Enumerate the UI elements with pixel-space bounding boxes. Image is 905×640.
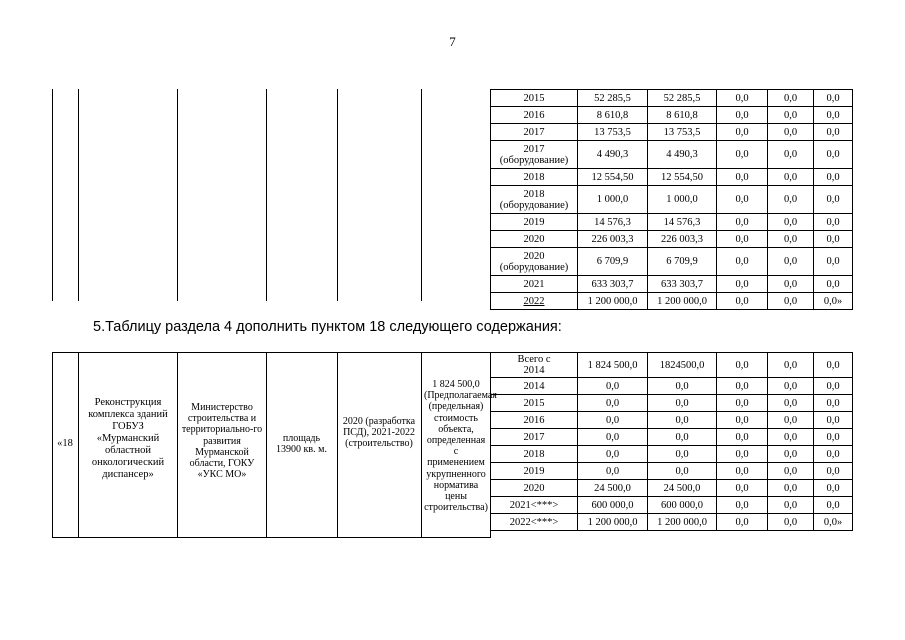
value: 0,0 [735, 256, 749, 267]
year-label: 2019 [523, 216, 545, 228]
customer: Министерство строительства и территориально-го развития Мурманской области, ГОКУ «УКС МО» [181, 402, 263, 481]
value: 8 610,8 [666, 109, 698, 121]
value: 4 490,3 [596, 149, 629, 160]
table-row [491, 248, 853, 276]
value: 0,0 [826, 431, 840, 443]
year-label: 2017 [523, 126, 545, 138]
value: 14 576,3 [594, 216, 631, 228]
value-cell [648, 231, 717, 248]
value-cell [578, 186, 648, 214]
value: 0,0 [735, 278, 749, 290]
value-cell [717, 429, 768, 446]
value-cell [768, 90, 814, 107]
value: 0,0 [605, 397, 620, 409]
value-cell [768, 124, 814, 141]
value: 0,0 [783, 216, 798, 228]
value-cell [717, 186, 768, 214]
value-cell [648, 446, 717, 463]
value-cell [717, 446, 768, 463]
value-cell [717, 497, 768, 514]
year-sublabel: (оборудование) [499, 261, 569, 273]
value: 0,0 [783, 380, 798, 392]
value-cell [768, 446, 814, 463]
year-label: 2017 [523, 143, 545, 155]
value: 633 303,7 [661, 278, 703, 290]
value: 0,0 [783, 516, 798, 528]
value: 24 500,0 [663, 482, 701, 494]
value-cell [814, 231, 853, 248]
value: 0,0 [735, 414, 749, 426]
value-cell [814, 107, 853, 124]
value-cell [578, 231, 648, 248]
value: 0,0 [826, 359, 840, 371]
value: 0,0 [826, 499, 840, 511]
year-cell [491, 395, 578, 412]
value-cell [648, 276, 717, 293]
value: 24 500,0 [594, 482, 631, 494]
value-cell [768, 429, 814, 446]
value-cell [814, 378, 853, 395]
value: 0,0 [605, 448, 620, 460]
item-number: «18 [57, 438, 73, 449]
table-row [491, 214, 853, 231]
value-cell [578, 378, 648, 395]
year-cell [491, 169, 578, 186]
value: 0,0 [826, 149, 840, 160]
table-row [491, 186, 853, 214]
year-cell [491, 231, 578, 248]
table-row [491, 276, 853, 293]
value: 0,0 [826, 482, 840, 494]
value: 0,0 [783, 149, 798, 160]
value-cell [717, 293, 768, 310]
value: 1 200 000,0 [657, 295, 707, 307]
value-cell [717, 412, 768, 429]
value: 0,0 [735, 295, 749, 307]
object-name: Реконструкция комплекса зданий ГОБУЗ «Мурманский областной онкологический диспансер» [88, 397, 168, 480]
value-cell [578, 497, 648, 514]
year-label: 2020 [523, 233, 545, 245]
table-row [491, 90, 853, 107]
value: 0,0 [605, 431, 620, 443]
value-cell [578, 463, 648, 480]
value-cell [648, 463, 717, 480]
year-label: 2019 [523, 465, 545, 477]
value-cell [578, 293, 648, 310]
value: 1824500,0 [659, 359, 705, 371]
year-cell [491, 429, 578, 446]
value: 0,0 [735, 149, 749, 160]
value-cell [814, 169, 853, 186]
value: 0,0 [783, 256, 798, 267]
year-cell [491, 186, 578, 214]
value: 0,0 [675, 380, 689, 392]
value: 0,0 [735, 499, 749, 511]
value-cell [768, 107, 814, 124]
value: 0,0 [826, 397, 840, 409]
value-cell [578, 276, 648, 293]
table-row [491, 395, 853, 412]
value-cell [578, 124, 648, 141]
year-label: 2018 [523, 188, 545, 200]
value-cell [717, 124, 768, 141]
value: 0,0 [783, 414, 798, 426]
value: 0,0 [735, 431, 749, 443]
value-cell [717, 480, 768, 497]
value-cell [578, 446, 648, 463]
value-cell [717, 169, 768, 186]
year-cell [491, 90, 578, 107]
table-row [491, 514, 853, 531]
value: 0,0 [675, 414, 689, 426]
value: 0,0 [826, 126, 840, 138]
value: 0,0 [783, 482, 798, 494]
year-sublabel: (оборудование) [499, 154, 569, 166]
value: 6 709,9 [666, 256, 698, 267]
value-cell [578, 412, 648, 429]
value: 1 000,0 [666, 194, 698, 205]
value: 0,0 [826, 380, 840, 392]
value: 600 000,0 [661, 499, 703, 511]
year-cell [491, 141, 578, 169]
year-cell [491, 248, 578, 276]
value: 0,0 [735, 171, 749, 183]
value: 0,0 [735, 194, 749, 205]
value-cell [648, 514, 717, 531]
year-cell [491, 412, 578, 429]
value: 0,0 [675, 397, 689, 409]
value: 0,0» [823, 516, 843, 528]
value-cell [814, 497, 853, 514]
value: 0,0 [735, 397, 749, 409]
value: 52 285,5 [663, 92, 701, 104]
value-cell [768, 463, 814, 480]
year-cell [491, 480, 578, 497]
value-cell [814, 293, 853, 310]
value-cell [648, 214, 717, 231]
value-cell [814, 141, 853, 169]
period: 2020 (разработка ПСД), 2021-2022 (строительство) [342, 416, 416, 450]
year-cell [491, 446, 578, 463]
value: 0,0 [826, 414, 840, 426]
value-cell [717, 276, 768, 293]
year-label: 2021<***> [509, 499, 559, 511]
section-heading: 5.Таблицу раздела 4 дополнить пунктом 18 следующего содержания: [93, 319, 562, 335]
value-cell [648, 107, 717, 124]
value-cell [717, 90, 768, 107]
value: 0,0 [826, 278, 840, 290]
value: 0,0 [783, 233, 798, 245]
value: 0,0 [783, 499, 798, 511]
year-cell [491, 276, 578, 293]
value-cell [768, 378, 814, 395]
year-label: 2014 [523, 380, 545, 392]
year-label: 2017 [523, 431, 545, 443]
table-row [491, 169, 853, 186]
value: 0,0 [826, 233, 840, 245]
year-cell [491, 463, 578, 480]
value-cell [578, 90, 648, 107]
value: 0,0 [783, 397, 798, 409]
value: 0,0 [735, 465, 749, 477]
year-cell [491, 107, 578, 124]
value-cell [814, 276, 853, 293]
value-cell [648, 293, 717, 310]
value: 0,0 [735, 109, 749, 121]
value: 0,0» [823, 295, 843, 307]
table-row [491, 293, 853, 310]
year-sublabel: (оборудование) [499, 199, 569, 211]
value-cell [578, 395, 648, 412]
year-label: 2018 [523, 448, 545, 460]
value-cell [648, 497, 717, 514]
value-cell [814, 248, 853, 276]
year-cell [491, 214, 578, 231]
table-row [491, 124, 853, 141]
value: 0,0 [783, 431, 798, 443]
value-cell [717, 514, 768, 531]
value: 0,0 [826, 465, 840, 477]
value: 0,0 [675, 465, 689, 477]
value: 12 554,50 [661, 171, 703, 183]
value-cell [814, 186, 853, 214]
value: 0,0 [735, 448, 749, 460]
value: 0,0 [735, 233, 749, 245]
value-cell [768, 248, 814, 276]
value: 1 200 000,0 [657, 516, 707, 528]
value: 14 576,3 [663, 216, 701, 228]
value-cell [717, 395, 768, 412]
year-label: 2022 [523, 295, 545, 307]
year-label: 2016 [523, 414, 545, 426]
value: 0,0 [735, 92, 749, 104]
year-label: 2018 [523, 171, 545, 183]
value-cell [578, 141, 648, 169]
value-cell [814, 429, 853, 446]
value-cell [768, 231, 814, 248]
value: 52 285,5 [594, 92, 631, 104]
value-cell [814, 480, 853, 497]
year-label: Всего с [517, 354, 551, 365]
value-cell [814, 353, 853, 378]
value: 0,0 [826, 92, 840, 104]
value: 0,0 [783, 295, 798, 307]
value-cell [768, 480, 814, 497]
value-cell [648, 169, 717, 186]
cost: 1 824 500,0 (Предполагаемая (предельная) стоимость объекта, определенная с применением укрупненного норматива цены строительства) [424, 379, 497, 514]
value-cell [768, 214, 814, 231]
year-cell [491, 514, 578, 531]
value: 8 610,8 [596, 109, 629, 121]
value-cell [578, 214, 648, 231]
capacity: площадь 13900 кв. м. [276, 433, 327, 456]
value: 0,0 [735, 516, 749, 528]
table-row [491, 141, 853, 169]
year-cell [491, 293, 578, 310]
value-cell [814, 124, 853, 141]
value: 0,0 [675, 431, 689, 443]
value-cell [768, 169, 814, 186]
table-row [491, 353, 853, 378]
value-cell [578, 429, 648, 446]
value: 1 200 000,0 [587, 516, 638, 528]
value: 0,0 [783, 359, 798, 371]
year-label: 2022<***> [509, 516, 559, 528]
bottom-data-table [490, 352, 853, 531]
value-cell [717, 141, 768, 169]
value: 0,0 [605, 414, 620, 426]
year-label: 2021 [523, 278, 545, 290]
value-cell [717, 231, 768, 248]
value-cell [768, 276, 814, 293]
year-cell [491, 353, 578, 378]
table-row [491, 412, 853, 429]
value: 226 003,3 [591, 233, 634, 245]
value-cell [814, 395, 853, 412]
value-cell [648, 480, 717, 497]
value: 0,0 [826, 109, 840, 121]
value: 0,0 [783, 278, 798, 290]
year-cell [491, 497, 578, 514]
year-sublabel: 2014 [523, 365, 545, 376]
value-cell [768, 514, 814, 531]
table-row [491, 446, 853, 463]
year-label: 2020 [523, 482, 545, 494]
table-row [491, 378, 853, 395]
value: 0,0 [826, 171, 840, 183]
value-cell [717, 107, 768, 124]
table-row [491, 107, 853, 124]
value: 633 303,7 [591, 278, 634, 290]
value-cell [814, 214, 853, 231]
value-cell [648, 378, 717, 395]
value-cell [768, 395, 814, 412]
value-cell [717, 463, 768, 480]
value: 0,0 [735, 216, 749, 228]
value-cell [814, 463, 853, 480]
value: 12 554,50 [591, 171, 634, 183]
value-cell [648, 429, 717, 446]
value-cell [814, 90, 853, 107]
value: 6 709,9 [596, 256, 629, 267]
year-label: 2015 [523, 92, 545, 104]
value: 1 824 500,0 [587, 359, 638, 371]
year-label: 2020 [523, 250, 545, 262]
value-cell [717, 248, 768, 276]
value-cell [717, 378, 768, 395]
value: 4 490,3 [666, 149, 698, 160]
value-cell [648, 141, 717, 169]
value-cell [717, 353, 768, 378]
value: 0,0 [735, 126, 749, 138]
year-label: 2015 [523, 397, 545, 409]
value-cell [717, 214, 768, 231]
value: 1 200 000,0 [587, 295, 638, 307]
value: 0,0 [783, 194, 798, 205]
value: 0,0 [675, 448, 689, 460]
value-cell [648, 90, 717, 107]
value-cell [768, 412, 814, 429]
value-cell [578, 107, 648, 124]
value: 0,0 [783, 171, 798, 183]
value-cell [578, 248, 648, 276]
top-data-table [490, 89, 853, 310]
value-cell [768, 353, 814, 378]
value-cell [814, 446, 853, 463]
value: 0,0 [735, 380, 749, 392]
value: 0,0 [783, 92, 798, 104]
year-cell [491, 378, 578, 395]
value-cell [578, 480, 648, 497]
value-cell [768, 497, 814, 514]
value-cell [578, 353, 648, 378]
value: 0,0 [826, 216, 840, 228]
value-cell [648, 395, 717, 412]
table-row [491, 463, 853, 480]
value: 0,0 [605, 465, 620, 477]
value: 0,0 [783, 448, 798, 460]
value-cell [648, 186, 717, 214]
value-cell [578, 514, 648, 531]
value-cell [768, 293, 814, 310]
year-label: 2016 [523, 109, 545, 121]
value: 0,0 [783, 126, 798, 138]
table-row [491, 497, 853, 514]
value-cell [648, 353, 717, 378]
value: 0,0 [783, 465, 798, 477]
value-cell [814, 514, 853, 531]
table-row [491, 480, 853, 497]
value-cell [648, 248, 717, 276]
value: 600 000,0 [591, 499, 634, 511]
value: 0,0 [826, 448, 840, 460]
value: 0,0 [826, 256, 840, 267]
value-cell [648, 412, 717, 429]
page-number: 7 [449, 34, 456, 49]
value-cell [814, 412, 853, 429]
value: 226 003,3 [661, 233, 703, 245]
value: 13 753,5 [594, 126, 631, 138]
value: 0,0 [605, 380, 620, 392]
value: 0,0 [735, 482, 749, 494]
value: 0,0 [735, 359, 749, 371]
value-cell [578, 169, 648, 186]
value: 0,0 [826, 194, 840, 205]
value-cell [648, 124, 717, 141]
value: 0,0 [783, 109, 798, 121]
value-cell [768, 186, 814, 214]
value-cell [768, 141, 814, 169]
table-row [491, 231, 853, 248]
value: 1 000,0 [596, 194, 629, 205]
year-cell [491, 124, 578, 141]
value: 13 753,5 [663, 126, 701, 138]
table-row [491, 429, 853, 446]
